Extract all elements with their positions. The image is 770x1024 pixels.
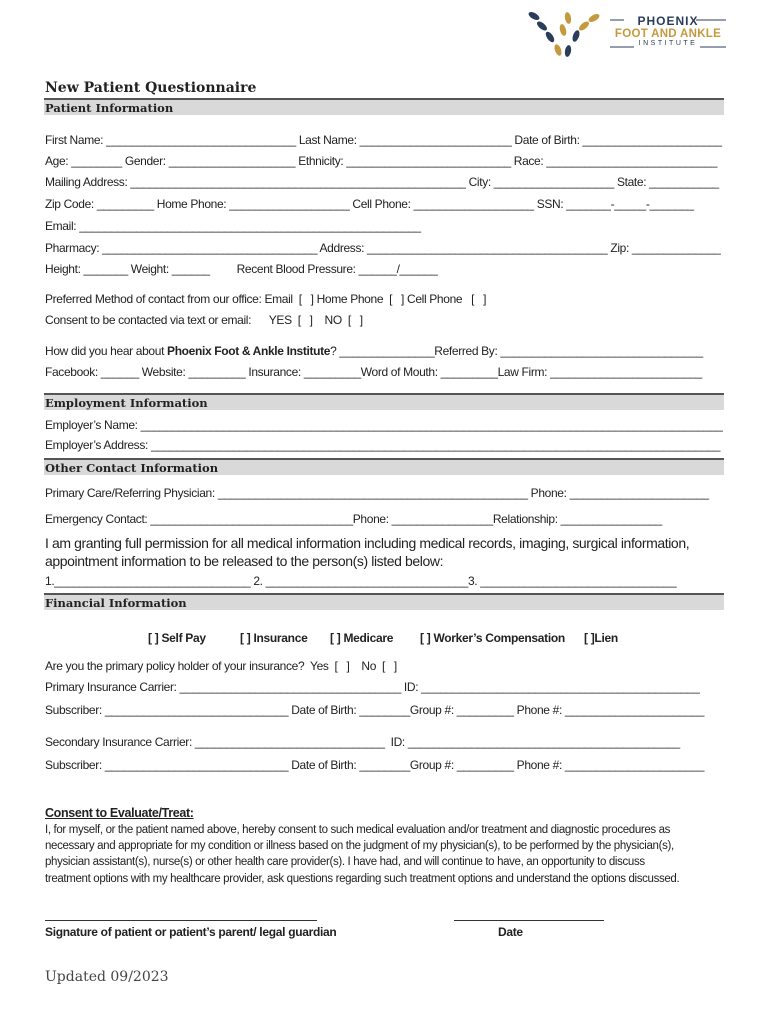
consent-heading: Consent to Evaluate/Treat: xyxy=(45,806,194,820)
permission-text-1: I am granting full permission for all medical information including medical records, imaging, surgical information, xyxy=(45,535,690,551)
patient-pharmacy-line[interactable]: Pharmacy: __________________________________ Address: ______________________________________ Zip: ______________ xyxy=(45,241,721,255)
patient-age-line[interactable]: Age: ________ Gender: ____________________ Ethnicity: __________________________ Race: ___________________________ xyxy=(45,154,718,168)
patient-height-line[interactable]: Height: _______ Weight: ______ Recent Blood Pressure: ______/______ xyxy=(45,262,438,276)
primary-subscriber-line[interactable]: Subscriber: _____________________________ Date of Birth: ________Group #: _________ Phone #: ______________________ xyxy=(45,703,705,717)
permission-text-2: appointment information to be released to the person(s) listed below: xyxy=(45,553,444,569)
referral-fields: ? _______________Referred By: ________________________________ xyxy=(330,344,703,358)
referral-line[interactable] xyxy=(45,344,703,358)
referral-sources-line[interactable]: Facebook: ______ Website: _________ Insurance: _________Word of Mouth: _________Law Firm: ________________________ xyxy=(45,365,702,379)
patient-address-line[interactable]: Mailing Address: _____________________________________________________ City: ___________________ State: ___________ xyxy=(45,175,719,189)
physician-line[interactable]: Primary Care/Referring Physician: _________________________________________________ Phone: ______________________ xyxy=(45,486,709,500)
patient-name-line[interactable]: First Name: ______________________________ Last Name: ________________________ Date of Birth: ______________________ xyxy=(45,133,722,147)
section-employment-information: Employment Information xyxy=(44,393,724,410)
section-patient-information: Patient Information xyxy=(44,98,724,115)
secondary-subscriber-line[interactable]: Subscriber: _____________________________ Date of Birth: ________Group #: _________ Phone #: ______________________ xyxy=(45,758,705,772)
consent-text-1: I, for myself, or the patient named above, hereby consent to such medical evaluation and/or treatment and diagnostic procedures as xyxy=(45,824,671,836)
emergency-contact-line[interactable]: Emergency Contact: ________________________________Phone: ________________Relationship: ________________ xyxy=(45,512,662,526)
referral-question: How did you hear about xyxy=(45,344,168,358)
employer-address-line[interactable]: Employer’s Address: __________________________________________________________________________________________ xyxy=(45,438,721,452)
preferred-contact-line[interactable]: Preferred Method of contact from our office: Email [ ] Home Phone [ ] Cell Phone [ ] xyxy=(45,292,487,306)
authorized-persons-line[interactable]: 1._______________________________ 2. ________________________________3. _______________________________ xyxy=(45,574,677,588)
updated-date: Updated 09/2023 xyxy=(45,969,169,985)
section-other-contact: Other Contact Information xyxy=(44,458,724,475)
patient-email-line[interactable]: Email: ______________________________________________________ xyxy=(45,219,421,233)
consent-text-3: physician assistant(s), nurse(s) or other health care provider(s). I have had, and will continue to have, an opportunity to discuss xyxy=(45,856,645,868)
logo-line-2: FOOT AND ANKLE xyxy=(614,28,722,40)
logo-line-3: INSTITUTE xyxy=(638,40,698,47)
logo-text xyxy=(606,14,730,47)
patient-phone-line[interactable]: Zip Code: _________ Home Phone: ___________________ Cell Phone: ___________________ SSN: _______-_____-_______ xyxy=(45,197,694,211)
option-workers-comp[interactable]: [ ] Worker’s Compensation xyxy=(420,631,565,645)
signature-label: Signature of patient or patient’s parent/ legal guardian xyxy=(45,925,337,939)
option-lien[interactable]: [ ]Lien xyxy=(584,631,618,645)
secondary-carrier-line[interactable]: Secondary Insurance Carrier: ______________________________ ID: ___________________________________________ xyxy=(45,735,680,749)
signature-line[interactable] xyxy=(45,920,317,921)
option-insurance[interactable]: [ ] Insurance xyxy=(240,631,308,645)
primary-carrier-line[interactable]: Primary Insurance Carrier: ___________________________________ ID: ____________________________________________ xyxy=(45,680,700,694)
policy-holder-line[interactable]: Are you the primary policy holder of your insurance? Yes [ ] No [ ] xyxy=(45,659,397,673)
practice-name: Phoenix Foot & Ankle Institute xyxy=(167,344,331,358)
date-line[interactable] xyxy=(454,920,604,921)
employer-name-line[interactable]: Employer’s Name: ____________________________________________________________________________________________ xyxy=(45,418,723,432)
section-financial-information: Financial Information xyxy=(44,593,724,610)
page-title: New Patient Questionnaire xyxy=(45,80,257,96)
date-label: Date xyxy=(498,925,523,939)
consent-text-4: treatment options with my healthcare provider, ask questions regarding such treatment options and understand the options discussed. xyxy=(45,873,680,885)
consent-text-2: necessary and appropriate for my condition or illness based on the judgment of my physician(s), to be performed by the physician(s), xyxy=(45,840,674,852)
option-self-pay[interactable]: [ ] Self Pay xyxy=(148,631,206,645)
consent-contact-line[interactable]: Consent to be contacted via text or email: YES [ ] NO [ ] xyxy=(45,313,363,327)
option-medicare[interactable]: [ ] Medicare xyxy=(330,631,394,645)
logo-line-1: PHOENIX xyxy=(637,14,699,28)
